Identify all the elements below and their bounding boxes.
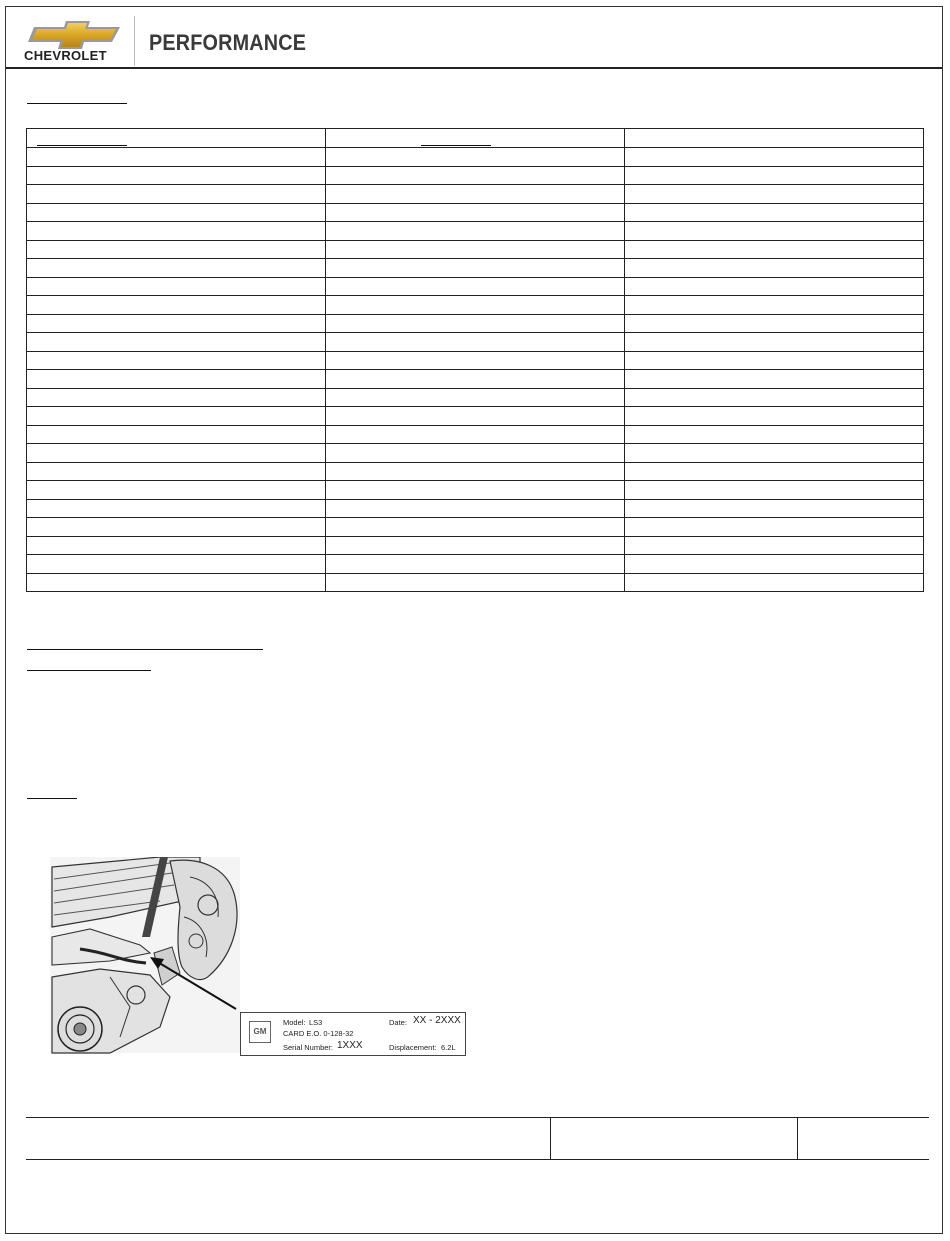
logo-divider (134, 16, 135, 66)
date-label: Date: (389, 1018, 407, 1027)
page-header (6, 7, 942, 69)
table-cell (625, 314, 924, 333)
table-cell (326, 573, 625, 592)
table-cell (625, 555, 924, 574)
table-cell (625, 333, 924, 352)
table-row (27, 314, 924, 333)
parts-table (26, 128, 924, 592)
table-cell (27, 425, 326, 444)
table-cell (326, 333, 625, 352)
table-cell (27, 185, 326, 204)
table-cell (27, 388, 326, 407)
serial-label: Serial Number: (283, 1043, 334, 1052)
table-cell (625, 203, 924, 222)
table-cell (625, 481, 924, 500)
table-cell (27, 259, 326, 278)
table-cell (27, 481, 326, 500)
footer-rule-bottom (26, 1159, 929, 1160)
serial-value: 1XXX (337, 1040, 363, 1051)
table-row (27, 388, 924, 407)
table-cell (625, 388, 924, 407)
table-cell (27, 351, 326, 370)
table-cell (326, 462, 625, 481)
chevrolet-performance-logo (24, 14, 314, 68)
table-row (27, 148, 924, 167)
table-cell (625, 499, 924, 518)
table-cell (625, 277, 924, 296)
table-cell (326, 314, 625, 333)
table-cell (326, 481, 625, 500)
table-row (27, 222, 924, 241)
table-row (27, 240, 924, 259)
table-cell (27, 444, 326, 463)
displacement-value: 6.2L (441, 1043, 456, 1052)
table-cell (326, 499, 625, 518)
table-row (27, 425, 924, 444)
engine-id-label (240, 1012, 466, 1056)
table-cell (326, 203, 625, 222)
table-cell (326, 222, 625, 241)
table-row (27, 166, 924, 185)
table-header-row (27, 129, 924, 148)
table-cell (326, 185, 625, 204)
table-cell (625, 185, 924, 204)
table-row (27, 499, 924, 518)
table-cell (27, 555, 326, 574)
table-cell (625, 407, 924, 426)
table-cell (625, 444, 924, 463)
table-cell (326, 555, 625, 574)
table-cell (27, 240, 326, 259)
table-cell (27, 333, 326, 352)
table-row (27, 296, 924, 315)
brand-wordmark: CHEVROLET (24, 48, 107, 63)
table-cell (625, 536, 924, 555)
table-cell (27, 573, 326, 592)
table-cell (326, 351, 625, 370)
table-cell (625, 296, 924, 315)
gm-logo: GM (249, 1021, 271, 1043)
table-row (27, 259, 924, 278)
table-row (27, 573, 924, 592)
table-cell (27, 148, 326, 167)
table-row (27, 536, 924, 555)
table-cell (625, 518, 924, 537)
table-cell (625, 222, 924, 241)
section-heading-underline (27, 103, 127, 104)
table-cell (326, 388, 625, 407)
table-cell (625, 240, 924, 259)
table-cell (625, 166, 924, 185)
table-cell (326, 166, 625, 185)
header-underline (421, 145, 491, 146)
table-row (27, 370, 924, 389)
table-row (27, 333, 924, 352)
table-cell (326, 444, 625, 463)
model-label: Model: (283, 1018, 306, 1027)
table-cell (27, 536, 326, 555)
table-row (27, 444, 924, 463)
table-header-cell (625, 129, 924, 148)
footer-rule-top (26, 1117, 929, 1118)
table-cell (27, 518, 326, 537)
table-cell (625, 573, 924, 592)
table-cell (27, 462, 326, 481)
table-cell (326, 536, 625, 555)
table-cell (326, 407, 625, 426)
table-cell (27, 314, 326, 333)
table-cell (625, 148, 924, 167)
table-cell (326, 148, 625, 167)
footer-divider-2 (797, 1117, 798, 1159)
table-cell (326, 518, 625, 537)
table-row (27, 277, 924, 296)
table-cell (625, 462, 924, 481)
table-cell (625, 351, 924, 370)
model-value: LS3 (309, 1018, 323, 1027)
table-cell (326, 370, 625, 389)
division-wordmark: PERFORMANCE (149, 30, 307, 55)
table-row (27, 407, 924, 426)
notes-subheading-underline (27, 670, 151, 671)
table-cell (27, 222, 326, 241)
table-cell (27, 499, 326, 518)
footer-divider-1 (550, 1117, 551, 1159)
table-cell (27, 166, 326, 185)
figure-heading-underline (27, 798, 77, 799)
displacement-label: Displacement: (389, 1043, 437, 1052)
table-row (27, 518, 924, 537)
table-cell (27, 407, 326, 426)
table-cell (625, 425, 924, 444)
notes-heading-underline (27, 649, 263, 650)
table-header-cell (27, 129, 326, 148)
table-cell (27, 370, 326, 389)
table-row (27, 481, 924, 500)
table-cell (326, 296, 625, 315)
table-header-cell (326, 129, 625, 148)
table-row (27, 555, 924, 574)
table-row (27, 462, 924, 481)
chevrolet-bowtie-icon (28, 20, 128, 50)
card-eo: CARD E.O. 0-128-32 (283, 1029, 354, 1038)
table-row (27, 351, 924, 370)
table-cell (326, 240, 625, 259)
table-cell (326, 259, 625, 278)
table-row (27, 185, 924, 204)
table-cell (326, 425, 625, 444)
table-cell (625, 370, 924, 389)
table-cell (326, 277, 625, 296)
table-row (27, 203, 924, 222)
header-underline (37, 145, 127, 146)
table-cell (27, 277, 326, 296)
date-value: XX - 2XXX (413, 1015, 461, 1026)
table-cell (27, 203, 326, 222)
table-cell (27, 296, 326, 315)
table-cell (625, 259, 924, 278)
